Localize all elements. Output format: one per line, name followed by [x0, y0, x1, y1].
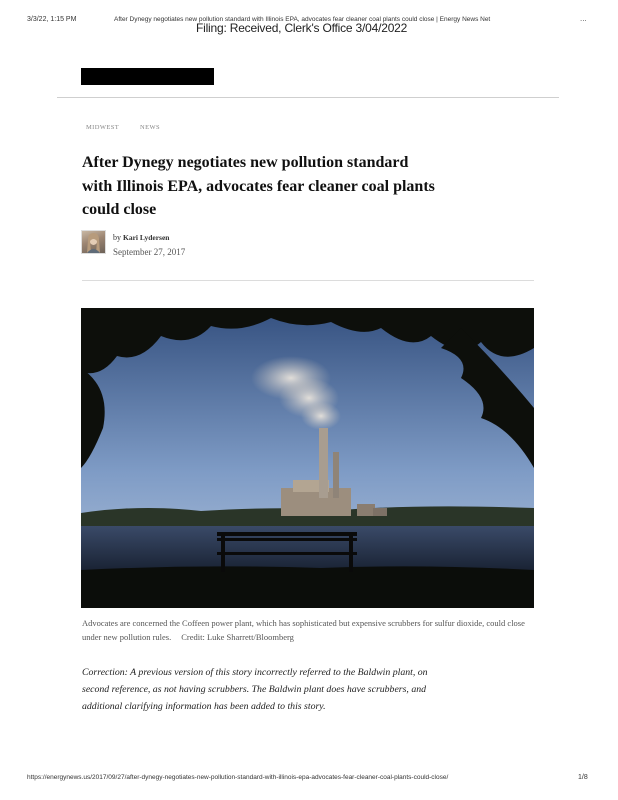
- print-header-date: 3/3/22, 1:15 PM: [27, 16, 77, 23]
- correction-note: Correction: A previous version of this story incorrectly referred to the Baldwin plant, on second reference, as not having scrubbers. The Baldwin plant does have scrubbers, and additional clarifying information has been added to this story.: [82, 667, 428, 712]
- byline-divider: [82, 280, 534, 281]
- print-footer-url: https://energynews.us/2017/09/27/after-dynegy-negotiates-new-pollution-standard-with-illinois-epa-advocates-fear-cleaner-coal-plants-could-close/: [27, 774, 449, 781]
- header-divider: [57, 97, 559, 98]
- image-caption: [82, 616, 534, 644]
- category-link-midwest[interactable]: MIDWEST: [86, 124, 120, 131]
- author-avatar[interactable]: [81, 230, 106, 254]
- caption-text: Advocates are concerned the Coffeen power plant, which has sophisticated but expensive scrubbers for sulfur dioxide, could close under new pollution rules.: [82, 618, 525, 642]
- article-headline: After Dynegy negotiates new pollution standard with Illinois EPA, advocates fear cleaner coal plants could close: [82, 154, 435, 218]
- byline-prefix: by: [113, 233, 121, 242]
- print-header-ellipsis: ...: [580, 14, 587, 23]
- author-name-link[interactable]: Kari Lydersen: [123, 233, 170, 242]
- filing-stamp: Filing: Received, Clerk's Office 3/04/2022: [196, 21, 408, 35]
- print-footer-page-number: 1/8: [578, 774, 588, 781]
- site-logo-redacted[interactable]: [81, 68, 214, 85]
- byline: [113, 233, 169, 242]
- author-portrait-icon: [82, 231, 105, 253]
- category-link-news[interactable]: NEWS: [140, 124, 161, 131]
- publish-date: September 27, 2017: [113, 247, 186, 257]
- photo-credit: Credit: Luke Sharrett/Bloomberg: [181, 632, 294, 642]
- hero-image: [81, 308, 534, 608]
- print-header-title: After Dynegy negotiates new pollution standard with Illinois EPA, advocates fear cleaner coal plants could close | Energy News Net: [114, 16, 491, 23]
